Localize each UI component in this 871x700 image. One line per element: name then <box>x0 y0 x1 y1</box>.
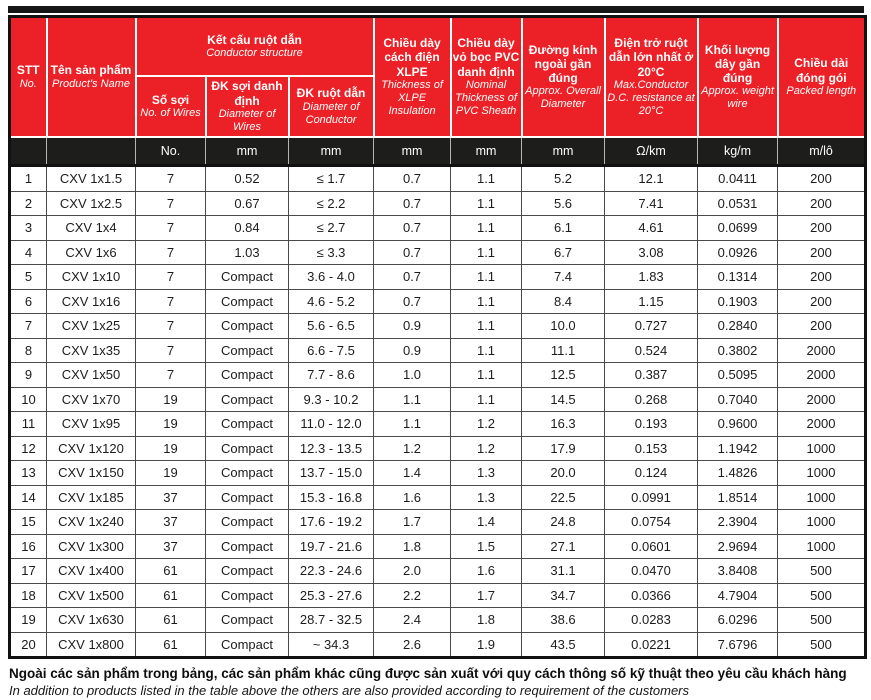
cell-pvc-thickness: 1.7 <box>451 583 522 608</box>
cell-overall-diameter: 20.0 <box>522 461 605 486</box>
header-vi-label: Chiều dài đóng gói <box>794 56 849 85</box>
table-row <box>10 363 866 388</box>
col-header-conductor-diameter <box>289 76 374 137</box>
table-row <box>10 240 866 265</box>
cell-packed-length: 1000 <box>778 461 866 486</box>
cell-approx-weight: 0.3802 <box>698 338 778 363</box>
cell-stt: 12 <box>10 436 47 461</box>
cell-approx-weight: 0.1314 <box>698 265 778 290</box>
cell-wire-diameter: 0.67 <box>206 191 289 216</box>
cell-stt: 17 <box>10 559 47 584</box>
cell-dc-resistance: 0.0221 <box>605 632 698 658</box>
unit-cell-conductor-diameter: mm <box>289 137 374 166</box>
cell-wire-diameter: Compact <box>206 632 289 658</box>
cell-product-name: CXV 1x300 <box>47 534 136 559</box>
cell-approx-weight: 0.0531 <box>698 191 778 216</box>
header-vi-label: Số sợi <box>151 92 190 107</box>
cell-stt: 4 <box>10 240 47 265</box>
cell-no-of-wires: 37 <box>136 510 206 535</box>
cell-pvc-thickness: 1.1 <box>451 314 522 339</box>
cell-xlpe-thickness: 2.0 <box>374 559 451 584</box>
table-body <box>10 166 866 658</box>
cell-dc-resistance: 0.727 <box>605 314 698 339</box>
table-row <box>10 510 866 535</box>
cell-conductor-diameter: ≤ 1.7 <box>289 166 374 192</box>
cell-conductor-diameter: 19.7 - 21.6 <box>289 534 374 559</box>
cell-xlpe-thickness: 1.0 <box>374 363 451 388</box>
cell-approx-weight: 4.7904 <box>698 583 778 608</box>
cell-product-name: CXV 1x4 <box>47 216 136 241</box>
cell-xlpe-thickness: 0.9 <box>374 314 451 339</box>
cell-stt: 8 <box>10 338 47 363</box>
cell-packed-length: 2000 <box>778 363 866 388</box>
cable-spec-table <box>8 15 867 659</box>
cell-wire-diameter: Compact <box>206 583 289 608</box>
cell-xlpe-thickness: 2.6 <box>374 632 451 658</box>
header-vi-label: Đường kính ngoài gần đúng <box>528 42 598 86</box>
cell-packed-length: 200 <box>778 240 866 265</box>
cell-no-of-wires: 19 <box>136 436 206 461</box>
cell-conductor-diameter: ≤ 2.7 <box>289 216 374 241</box>
cell-pvc-thickness: 1.8 <box>451 608 522 633</box>
cell-pvc-thickness: 1.1 <box>451 387 522 412</box>
unit-cell-overall-diameter: mm <box>522 137 605 166</box>
cell-dc-resistance: 0.0283 <box>605 608 698 633</box>
cell-product-name: CXV 1x16 <box>47 289 136 314</box>
cell-packed-length: 1000 <box>778 534 866 559</box>
cell-conductor-diameter: 6.6 - 7.5 <box>289 338 374 363</box>
cell-wire-diameter: Compact <box>206 559 289 584</box>
header-en-label: Nominal Thickness of PVC Sheath <box>455 78 517 117</box>
header-vi-label: Chiều dày vỏ bọc PVC danh định <box>452 36 520 79</box>
cell-packed-length: 1000 <box>778 485 866 510</box>
cell-overall-diameter: 6.1 <box>522 216 605 241</box>
cell-no-of-wires: 7 <box>136 240 206 265</box>
cell-xlpe-thickness: 1.7 <box>374 510 451 535</box>
cell-approx-weight: 2.3904 <box>698 510 778 535</box>
cell-product-name: CXV 1x70 <box>47 387 136 412</box>
table-row <box>10 265 866 290</box>
cell-no-of-wires: 7 <box>136 338 206 363</box>
col-header-pvc-thickness <box>451 17 522 138</box>
cell-conductor-diameter: ~ 34.3 <box>289 632 374 658</box>
unit-cell-approx-weight: kg/m <box>698 137 778 166</box>
cell-conductor-diameter: 5.6 - 6.5 <box>289 314 374 339</box>
cell-overall-diameter: 5.2 <box>522 166 605 192</box>
cell-product-name: CXV 1x150 <box>47 461 136 486</box>
cell-stt: 2 <box>10 191 47 216</box>
cell-overall-diameter: 10.0 <box>522 314 605 339</box>
cell-approx-weight: 6.0296 <box>698 608 778 633</box>
header-en-label: Diameter of Conductor <box>302 100 360 126</box>
cell-approx-weight: 0.0411 <box>698 166 778 192</box>
cell-xlpe-thickness: 0.9 <box>374 338 451 363</box>
cell-dc-resistance: 7.41 <box>605 191 698 216</box>
cell-product-name: CXV 1x400 <box>47 559 136 584</box>
cell-product-name: CXV 1x6 <box>47 240 136 265</box>
cell-pvc-thickness: 1.1 <box>451 166 522 192</box>
cell-wire-diameter: 0.52 <box>206 166 289 192</box>
cell-no-of-wires: 61 <box>136 559 206 584</box>
header-en-label: Approx. weight wire <box>701 85 774 111</box>
header-en-label: Product's Name <box>52 77 130 90</box>
cell-wire-diameter: Compact <box>206 534 289 559</box>
cell-product-name: CXV 1x800 <box>47 632 136 658</box>
cell-pvc-thickness: 1.1 <box>451 216 522 241</box>
cell-wire-diameter: Compact <box>206 363 289 388</box>
cell-overall-diameter: 34.7 <box>522 583 605 608</box>
cell-conductor-diameter: 28.7 - 32.5 <box>289 608 374 633</box>
cell-pvc-thickness: 1.2 <box>451 436 522 461</box>
cell-approx-weight: 0.1903 <box>698 289 778 314</box>
cell-xlpe-thickness: 2.4 <box>374 608 451 633</box>
header-vi-label: STT <box>16 63 40 78</box>
col-header-dc-resistance <box>605 17 698 138</box>
cell-packed-length: 500 <box>778 608 866 633</box>
cell-stt: 19 <box>10 608 47 633</box>
footnote-vietnamese: Ngoài các sản phẩm trong bảng, các sản phẩm khác cũng được sản xuất với quy cách thông số kỹ thuật theo yêu cầu khách hàng <box>9 666 847 681</box>
unit-cell-xlpe-thickness: mm <box>374 137 451 166</box>
unit-cell-packed-length: m/lô <box>778 137 866 166</box>
cell-packed-length: 1000 <box>778 436 866 461</box>
cell-packed-length: 2000 <box>778 387 866 412</box>
cell-pvc-thickness: 1.1 <box>451 191 522 216</box>
cell-stt: 3 <box>10 216 47 241</box>
cell-dc-resistance: 0.0601 <box>605 534 698 559</box>
cell-pvc-thickness: 1.1 <box>451 265 522 290</box>
cell-pvc-thickness: 1.3 <box>451 485 522 510</box>
table-row <box>10 583 866 608</box>
cell-wire-diameter: Compact <box>206 608 289 633</box>
table-row <box>10 559 866 584</box>
cell-packed-length: 200 <box>778 191 866 216</box>
footnote <box>8 666 869 700</box>
cell-approx-weight: 1.4826 <box>698 461 778 486</box>
cell-packed-length: 1000 <box>778 510 866 535</box>
cell-pvc-thickness: 1.6 <box>451 559 522 584</box>
cell-approx-weight: 0.9600 <box>698 412 778 437</box>
cell-stt: 11 <box>10 412 47 437</box>
cell-no-of-wires: 7 <box>136 216 206 241</box>
cell-no-of-wires: 61 <box>136 632 206 658</box>
col-header-conductor-structure-group <box>136 17 374 77</box>
cell-xlpe-thickness: 2.2 <box>374 583 451 608</box>
table-row <box>10 166 866 192</box>
cell-packed-length: 200 <box>778 265 866 290</box>
cell-dc-resistance: 12.1 <box>605 166 698 192</box>
cell-wire-diameter: Compact <box>206 314 289 339</box>
cell-product-name: CXV 1x2.5 <box>47 191 136 216</box>
cell-conductor-diameter: 15.3 - 16.8 <box>289 485 374 510</box>
cell-dc-resistance: 0.0366 <box>605 583 698 608</box>
cell-overall-diameter: 11.1 <box>522 338 605 363</box>
cell-pvc-thickness: 1.1 <box>451 338 522 363</box>
cell-no-of-wires: 7 <box>136 166 206 192</box>
cell-packed-length: 200 <box>778 166 866 192</box>
cell-approx-weight: 3.8408 <box>698 559 778 584</box>
table-row <box>10 608 866 633</box>
header-vi-label: Khối lượng dây gần đúng <box>704 42 771 86</box>
table-row <box>10 191 866 216</box>
cell-overall-diameter: 16.3 <box>522 412 605 437</box>
header-en-label: No. of Wires <box>140 107 201 120</box>
cell-stt: 10 <box>10 387 47 412</box>
cell-wire-diameter: Compact <box>206 461 289 486</box>
cell-dc-resistance: 0.268 <box>605 387 698 412</box>
col-header-no-of-wires <box>136 76 206 137</box>
cell-pvc-thickness: 1.1 <box>451 289 522 314</box>
cell-no-of-wires: 7 <box>136 191 206 216</box>
header-en-label: No. <box>19 77 37 90</box>
table-row <box>10 412 866 437</box>
cell-packed-length: 200 <box>778 314 866 339</box>
cell-approx-weight: 0.5095 <box>698 363 778 388</box>
cell-no-of-wires: 61 <box>136 583 206 608</box>
table-row <box>10 338 866 363</box>
cell-wire-diameter: Compact <box>206 485 289 510</box>
col-header-overall-diameter <box>522 17 605 138</box>
col-header-stt <box>10 17 47 138</box>
cell-product-name: CXV 1x500 <box>47 583 136 608</box>
cell-dc-resistance: 0.124 <box>605 461 698 486</box>
cell-conductor-diameter: 4.6 - 5.2 <box>289 289 374 314</box>
cell-no-of-wires: 37 <box>136 485 206 510</box>
cell-xlpe-thickness: 0.7 <box>374 216 451 241</box>
cell-overall-diameter: 24.8 <box>522 510 605 535</box>
header-en-label: Max.Conductor D.C. resistance at 20°C <box>607 78 695 117</box>
cell-product-name: CXV 1x50 <box>47 363 136 388</box>
cell-pvc-thickness: 1.1 <box>451 240 522 265</box>
header-en-label: Packed length <box>786 84 857 97</box>
cell-stt: 13 <box>10 461 47 486</box>
cell-xlpe-thickness: 0.7 <box>374 166 451 192</box>
cell-stt: 14 <box>10 485 47 510</box>
unit-cell-no-of-wires: No. <box>136 137 206 166</box>
cell-packed-length: 200 <box>778 289 866 314</box>
cell-dc-resistance: 0.193 <box>605 412 698 437</box>
cell-no-of-wires: 19 <box>136 461 206 486</box>
table-row <box>10 436 866 461</box>
cell-packed-length: 200 <box>778 216 866 241</box>
table-header <box>10 17 866 166</box>
table-row <box>10 289 866 314</box>
table-row <box>10 216 866 241</box>
cell-no-of-wires: 19 <box>136 387 206 412</box>
col-header-xlpe-thickness <box>374 17 451 138</box>
units-row <box>10 137 866 166</box>
cell-dc-resistance: 0.153 <box>605 436 698 461</box>
unit-cell-dc-resistance: Ω/km <box>605 137 698 166</box>
cell-approx-weight: 1.8514 <box>698 485 778 510</box>
header-en-label: Conductor structure <box>206 47 303 60</box>
cell-pvc-thickness: 1.3 <box>451 461 522 486</box>
cell-packed-length: 500 <box>778 632 866 658</box>
cell-product-name: CXV 1x240 <box>47 510 136 535</box>
table-row <box>10 632 866 658</box>
cell-stt: 20 <box>10 632 47 658</box>
cell-approx-weight: 0.0699 <box>698 216 778 241</box>
cell-product-name: CXV 1x35 <box>47 338 136 363</box>
cell-overall-diameter: 12.5 <box>522 363 605 388</box>
cell-pvc-thickness: 1.5 <box>451 534 522 559</box>
cell-overall-diameter: 22.5 <box>522 485 605 510</box>
cell-approx-weight: 0.0926 <box>698 240 778 265</box>
top-divider-bar <box>8 6 864 13</box>
table-row <box>10 387 866 412</box>
cell-stt: 16 <box>10 534 47 559</box>
cell-no-of-wires: 19 <box>136 412 206 437</box>
col-header-product-name <box>47 17 136 138</box>
cell-xlpe-thickness: 1.6 <box>374 485 451 510</box>
header-vi-label: ĐK sợi danh định <box>211 79 283 108</box>
cell-no-of-wires: 37 <box>136 534 206 559</box>
cell-xlpe-thickness: 1.2 <box>374 436 451 461</box>
cell-wire-diameter: Compact <box>206 436 289 461</box>
cell-wire-diameter: Compact <box>206 412 289 437</box>
cell-packed-length: 2000 <box>778 338 866 363</box>
table-row <box>10 314 866 339</box>
cell-wire-diameter: Compact <box>206 510 289 535</box>
footnote-english: In addition to products listed in the table above the others are also provided according to requirement of the customers <box>9 682 690 698</box>
cell-dc-resistance: 0.387 <box>605 363 698 388</box>
unit-cell-product-name <box>47 137 136 166</box>
cell-conductor-diameter: 9.3 - 10.2 <box>289 387 374 412</box>
cell-dc-resistance: 0.0470 <box>605 559 698 584</box>
cell-conductor-diameter: 13.7 - 15.0 <box>289 461 374 486</box>
cell-stt: 9 <box>10 363 47 388</box>
cell-approx-weight: 1.1942 <box>698 436 778 461</box>
cell-overall-diameter: 31.1 <box>522 559 605 584</box>
col-header-wire-diameter <box>206 76 289 137</box>
cell-packed-length: 2000 <box>778 412 866 437</box>
cell-no-of-wires: 7 <box>136 265 206 290</box>
cell-pvc-thickness: 1.9 <box>451 632 522 658</box>
cell-product-name: CXV 1x630 <box>47 608 136 633</box>
header-en-label: Approx. Overall Diameter <box>525 85 601 111</box>
unit-cell-pvc-thickness: mm <box>451 137 522 166</box>
cell-no-of-wires: 61 <box>136 608 206 633</box>
cell-conductor-diameter: 12.3 - 13.5 <box>289 436 374 461</box>
cell-wire-diameter: 0.84 <box>206 216 289 241</box>
cell-xlpe-thickness: 1.8 <box>374 534 451 559</box>
cell-overall-diameter: 43.5 <box>522 632 605 658</box>
cell-wire-diameter: 1.03 <box>206 240 289 265</box>
cell-dc-resistance: 4.61 <box>605 216 698 241</box>
cell-overall-diameter: 27.1 <box>522 534 605 559</box>
cell-overall-diameter: 7.4 <box>522 265 605 290</box>
cell-product-name: CXV 1x120 <box>47 436 136 461</box>
cell-conductor-diameter: 25.3 - 27.6 <box>289 583 374 608</box>
header-en-label: Diameter of Wires <box>218 107 276 133</box>
cell-product-name: CXV 1x25 <box>47 314 136 339</box>
cell-xlpe-thickness: 1.1 <box>374 387 451 412</box>
cell-dc-resistance: 1.83 <box>605 265 698 290</box>
cell-conductor-diameter: 3.6 - 4.0 <box>289 265 374 290</box>
cell-pvc-thickness: 1.4 <box>451 510 522 535</box>
cell-no-of-wires: 7 <box>136 363 206 388</box>
cell-xlpe-thickness: 1.4 <box>374 461 451 486</box>
cell-xlpe-thickness: 0.7 <box>374 191 451 216</box>
unit-cell-wire-diameter: mm <box>206 137 289 166</box>
cell-packed-length: 500 <box>778 583 866 608</box>
cell-conductor-diameter: 7.7 - 8.6 <box>289 363 374 388</box>
cell-conductor-diameter: 11.0 - 12.0 <box>289 412 374 437</box>
header-vi-label: Tên sản phẩm <box>50 63 132 78</box>
cell-product-name: CXV 1x95 <box>47 412 136 437</box>
cell-stt: 6 <box>10 289 47 314</box>
cell-pvc-thickness: 1.2 <box>451 412 522 437</box>
header-vi-label: Điện trở ruột dẫn lớn nhất ở 20°C <box>608 36 694 79</box>
cell-approx-weight: 7.6796 <box>698 632 778 658</box>
cell-xlpe-thickness: 1.1 <box>374 412 451 437</box>
cell-overall-diameter: 38.6 <box>522 608 605 633</box>
col-header-packed-length <box>778 17 866 138</box>
cell-wire-diameter: Compact <box>206 289 289 314</box>
cell-overall-diameter: 14.5 <box>522 387 605 412</box>
cell-stt: 7 <box>10 314 47 339</box>
cell-dc-resistance: 0.0754 <box>605 510 698 535</box>
cell-conductor-diameter: ≤ 2.2 <box>289 191 374 216</box>
cell-wire-diameter: Compact <box>206 265 289 290</box>
cell-approx-weight: 2.9694 <box>698 534 778 559</box>
header-vi-label: Chiều dày cách điện XLPE <box>383 36 441 79</box>
cell-no-of-wires: 7 <box>136 314 206 339</box>
cell-conductor-diameter: 17.6 - 19.2 <box>289 510 374 535</box>
cell-overall-diameter: 5.6 <box>522 191 605 216</box>
unit-cell-stt <box>10 137 47 166</box>
table-row <box>10 461 866 486</box>
cell-overall-diameter: 17.9 <box>522 436 605 461</box>
cell-stt: 18 <box>10 583 47 608</box>
cell-product-name: CXV 1x185 <box>47 485 136 510</box>
cell-wire-diameter: Compact <box>206 387 289 412</box>
cell-overall-diameter: 6.7 <box>522 240 605 265</box>
cell-no-of-wires: 7 <box>136 289 206 314</box>
cell-product-name: CXV 1x1.5 <box>47 166 136 192</box>
cell-product-name: CXV 1x10 <box>47 265 136 290</box>
table-row <box>10 534 866 559</box>
cell-wire-diameter: Compact <box>206 338 289 363</box>
cell-xlpe-thickness: 0.7 <box>374 240 451 265</box>
cell-dc-resistance: 3.08 <box>605 240 698 265</box>
header-vi-label: ĐK ruột dẫn <box>296 86 366 101</box>
cell-conductor-diameter: ≤ 3.3 <box>289 240 374 265</box>
cell-approx-weight: 0.2840 <box>698 314 778 339</box>
cell-stt: 15 <box>10 510 47 535</box>
cell-stt: 5 <box>10 265 47 290</box>
header-vi-label: Kết cấu ruột dẫn <box>207 32 302 47</box>
cell-dc-resistance: 0.0991 <box>605 485 698 510</box>
cell-dc-resistance: 0.524 <box>605 338 698 363</box>
cell-packed-length: 500 <box>778 559 866 584</box>
cell-stt: 1 <box>10 166 47 192</box>
cell-overall-diameter: 8.4 <box>522 289 605 314</box>
cell-xlpe-thickness: 0.7 <box>374 265 451 290</box>
cell-pvc-thickness: 1.1 <box>451 363 522 388</box>
col-header-approx-weight <box>698 17 778 138</box>
cell-conductor-diameter: 22.3 - 24.6 <box>289 559 374 584</box>
table-row <box>10 485 866 510</box>
header-en-label: Thickness of XLPE Insulation <box>381 78 443 117</box>
cell-approx-weight: 0.7040 <box>698 387 778 412</box>
cell-xlpe-thickness: 0.7 <box>374 289 451 314</box>
cell-dc-resistance: 1.15 <box>605 289 698 314</box>
